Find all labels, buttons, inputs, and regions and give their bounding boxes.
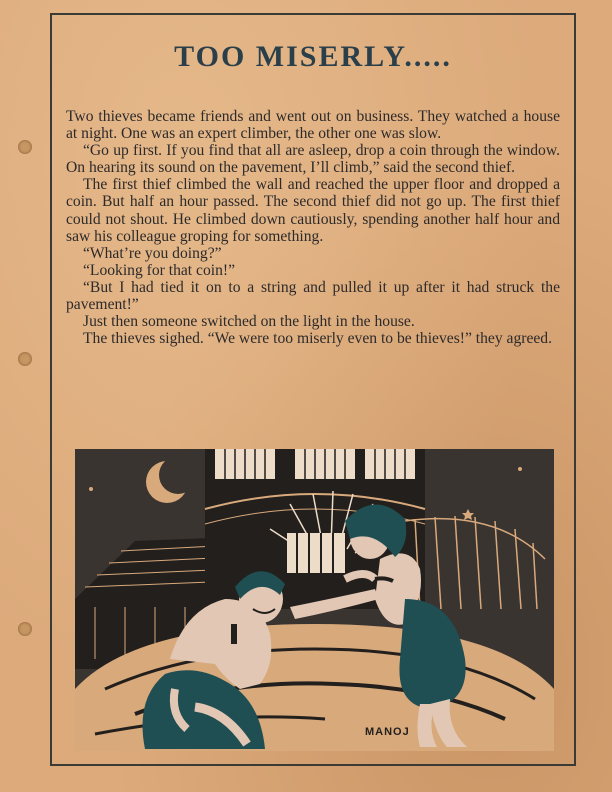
story-paragraph: The first thief climbed the wall and reached the upper floor and dropped a coin. But half an hour passed. The second thief did not go up. The first thief could not shout. He climbed down cautiously, spending another half hour and saw his colleague groping for something. — [66, 176, 560, 245]
story-title: TOO MISERLY..... — [174, 40, 452, 73]
story-paragraph: Two thieves became friends and went out on business. They watched a house at night. One was an expert climber, the other one was slow. — [66, 108, 560, 143]
story-paragraph: Just then someone switched on the light in the house. — [83, 313, 415, 331]
story-text — [66, 108, 560, 347]
binding-hole — [18, 622, 32, 636]
story-paragraph: “But I had tied it on to a string and pulled it up after it had struck the pavement!” — [66, 278, 560, 314]
story-paragraph: “Looking for that coin!” — [83, 261, 235, 279]
story-paragraph: The thieves sighed. “We were too miserly even to be thieves!” they agreed. — [83, 330, 552, 348]
thieves-illustration — [75, 449, 554, 751]
story-paragraph: “What’re you doing?” — [83, 244, 222, 262]
story-illustration — [75, 449, 554, 751]
artist-signature: MANOJ — [365, 726, 410, 738]
binding-hole — [18, 352, 32, 366]
story-paragraph: “Go up first. If you find that all are asleep, drop a coin through the window. On hearing its sound on the pavement, I’ll climb,” said the second thief. — [66, 142, 560, 177]
binding-hole — [18, 140, 32, 154]
